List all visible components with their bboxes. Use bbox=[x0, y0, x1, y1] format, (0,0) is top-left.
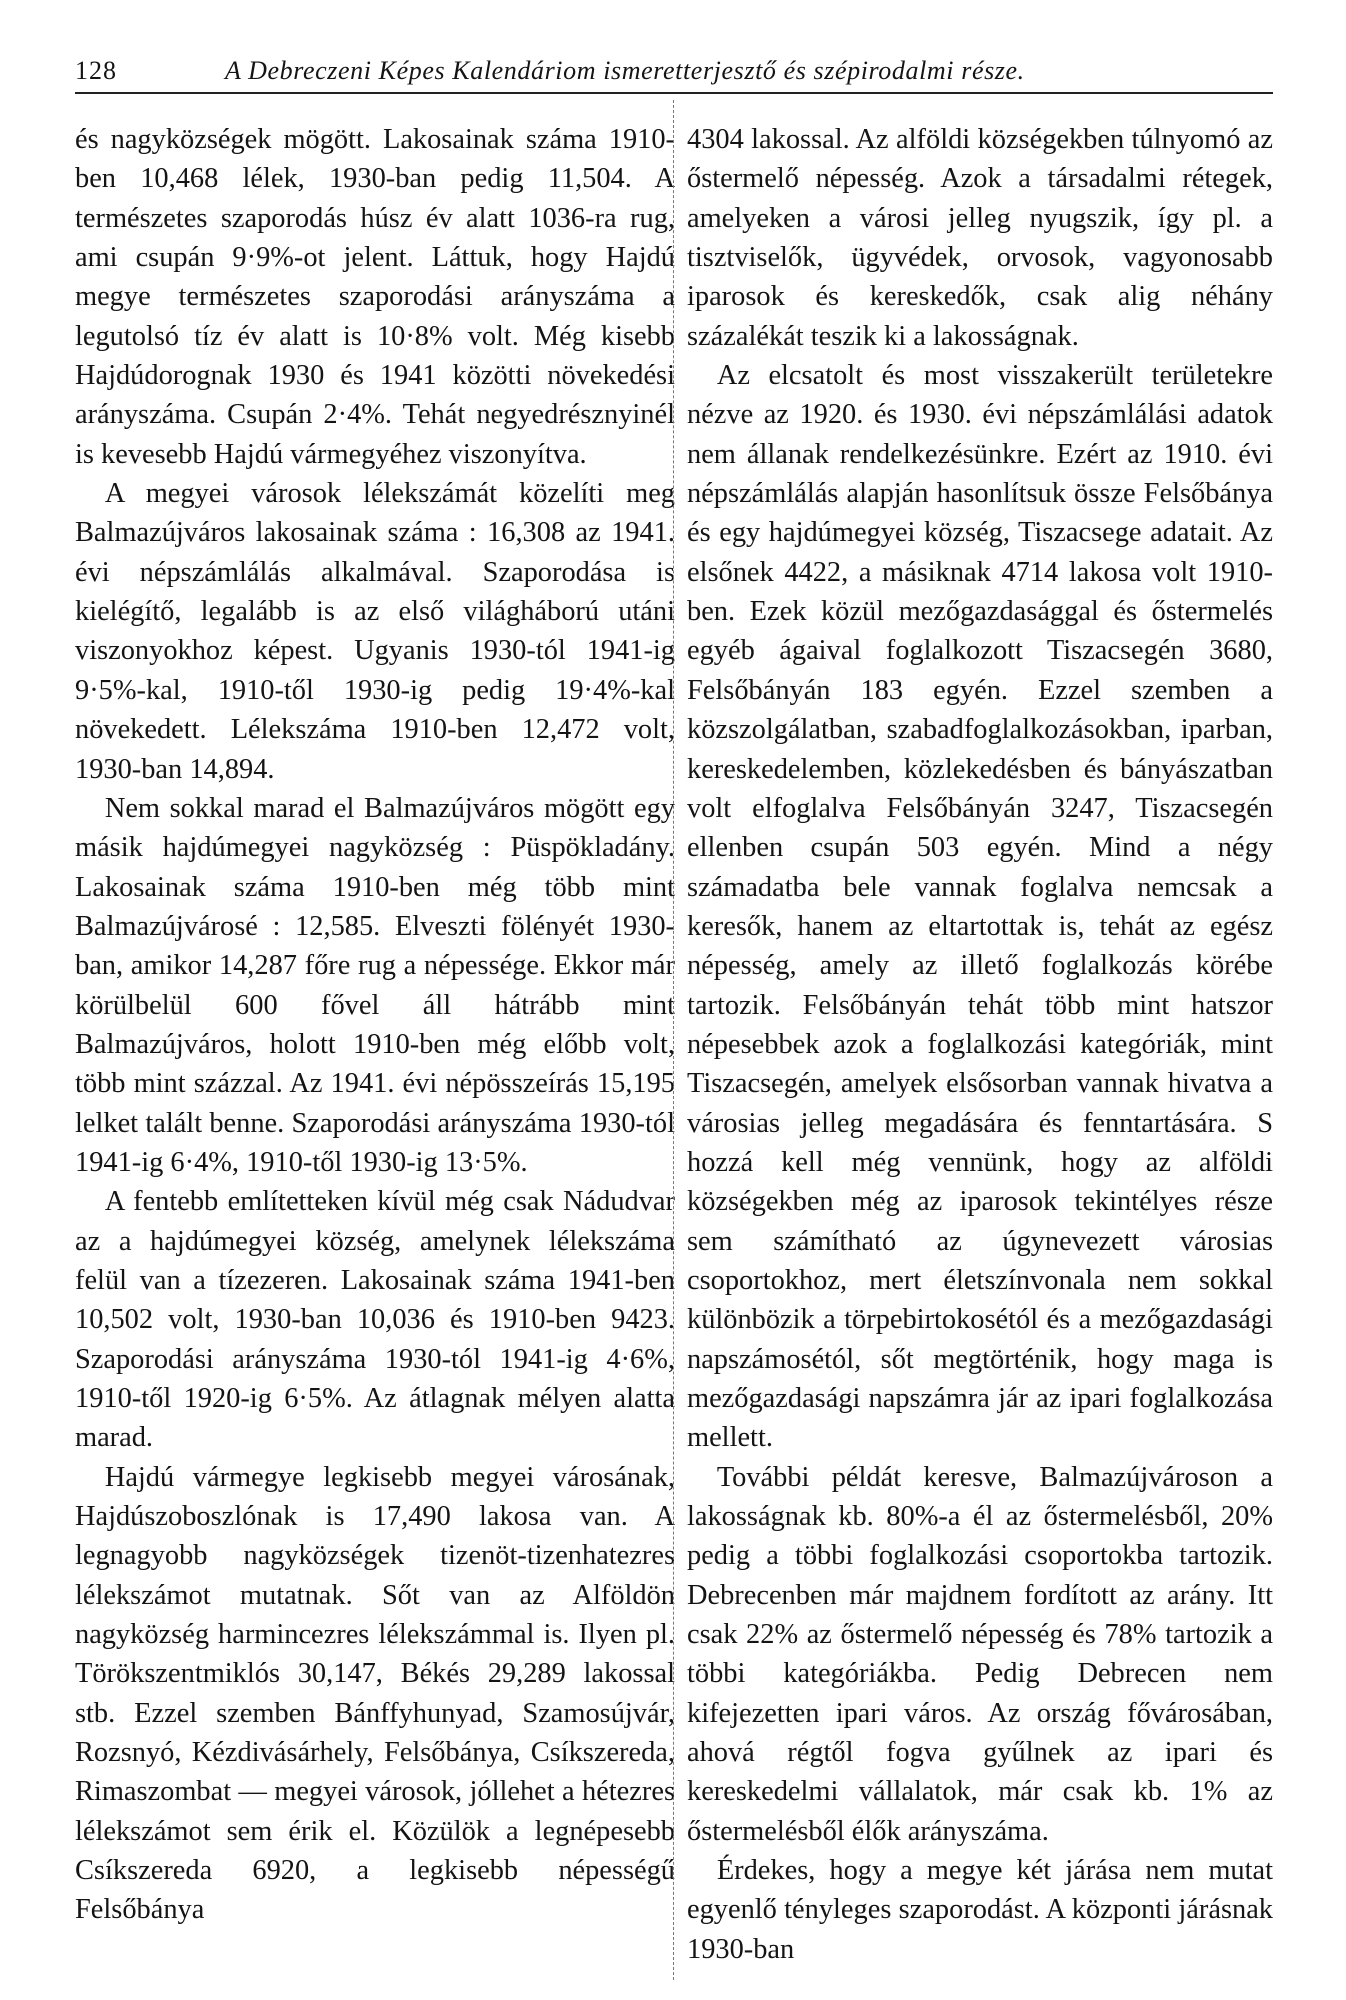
left-column bbox=[75, 120, 675, 1980]
paragraph: Érdekes, hogy a megye két járása nem mutat egyenlő tényleges szaporodást. A központi járásnak 1930-ban bbox=[687, 1855, 1273, 1965]
column-divider bbox=[673, 100, 674, 1980]
page-number: 128 bbox=[75, 56, 117, 85]
paragraph: 4304 lakossal. Az alföldi községekben túlnyomó az őstermelő népesség. Azok a társadalmi rétegek, amelyeken a városi jelleg nyugszik, így pl. a tisztviselők, ügyvédek, orvosok, vagyonosabb iparosok és kereskedők, csak alig néhány százalékát teszik ki a lakosságnak. bbox=[687, 124, 1273, 352]
paragraph: Nem sokkal marad el Balmazújváros mögött egy másik hajdúmegyei nagyközség : Püspökladány. Lakosainak száma 1910-ben még több mint Balmazújvárosé : 12,585. Elveszti fölényét 1930-ban, amikor 14,287 főre rug a népessége. Ekkor már körülbelül 600 fővel áll hátrább mint Balmazújváros, holott 1910-ben még előbb volt, több mint százzal. Az 1941. évi népösszeírás 15,195 lelket talált benne. Szaporodási arányszáma 1930-tól 1941-ig 6·4%, 1910-től 1930-ig 13·5%. bbox=[75, 792, 675, 1178]
paragraph: További példát keresve, Balmazújvároson a lakosságnak kb. 80%-a él az őstermelésből, 20% pedig a többi foglalkozási csoportokba tartozik. Debrecenben már majdnem fordított az arány. Itt csak 22% az őstermelő népesség és 78% tartozik a többi kategóriákba. Pedig Debrecen nem kifejezetten ipari város. Az ország fővárosában, ahová régtől fogva gyűlnek az ipari és kereskedelmi vállalatok, már csak kb. 1% az őstermelésből élők arányszáma. bbox=[687, 1461, 1273, 1847]
paragraph: A fentebb említetteken kívül még csak Nádudvar az a hajdúmegyei község, amelynek lélekszáma felül van a tízezeren. Lakosainak száma 1941-ben 10,502 volt, 1930-ban 10,036 és 1910-ben 9423. Szaporodási arányszáma 1930-tól 1941-ig 4·6%, 1910-től 1920-ig 6·5%. Az átlagnak mélyen alatta marad. bbox=[75, 1186, 675, 1454]
running-title: A Debreczeni Képes Kalendáriom ismeretterjesztő és szépirodalmi része. bbox=[225, 56, 1025, 85]
paragraph: Az elcsatolt és most visszakerült területekre nézve az 1920. és 1930. évi népszámlálási adatok nem állanak rendelkezésünkre. Ezért az 1910. évi népszámlálás alapján hasonlítsuk össze Felsőbánya és egy hajdúmegyei község, Tiszacsege adatait. Az elsőnek 4422, a másiknak 4714 lakosa volt 1910-ben. Ezek közül mezőgazdasággal és őstermelés egyéb ágaival foglalkozott Tiszacsegén 3680, Felsőbányán 183 egyén. Ezzel szemben a közszolgálatban, szabadfoglalkozásokban, iparban, kereskedelemben, közlekedésben és bányászatban volt elfoglalva Felsőbányán 3247, Tiszacsegén ellenben csupán 503 egyén. Mind a négy számadatba bele vannak foglalva nemcsak a keresők, hanem az eltartottak is, tehát az egész népesség, amely az illető foglalkozás körébe tartozik. Felsőbányán tehát több mint hatszor népesebbek azok a foglalkozási kategóriák, mint Tiszacsegén, amelyek elsősorban vannak hivatva a városias jelleg megadására és fenntartására. S hozzá kell még vennünk, hogy az alföldi községekben még az iparosok tekintélyes része sem számítható az úgynevezett városias csoportokhoz, mert életszínvonala nem sokkal különbözik a törpebirtokosétól és a mezőgazdasági napszámosétól, sőt megtörténik, hogy maga is mezőgazdasági napszámra jár az ipari foglalkozása mellett. bbox=[687, 360, 1273, 1454]
paragraph: és nagyközségek mögött. Lakosainak száma 1910-ben 10,468 lélek, 1930-ban pedig 11,504. A természetes szaporodás húsz év alatt 1036-ra rug, ami csupán 9·9%-ot jelent. Láttuk, hogy Hajdú megye természetes szaporodási arányszáma a legutolsó tíz év alatt is 10·8% volt. Még kisebb Hajdúdorognak 1930 és 1941 közötti növekedési arányszáma. Csupán 2·4%. Tehát negyedrésznyinél is kevesebb Hajdú vármegyéhez viszonyítva. bbox=[75, 124, 675, 470]
paragraph: Hajdú vármegye legkisebb megyei városának, Hajdúszoboszlónak is 17,490 lakosa van. A legnagyobb nagyközségek tizenöt-tizenhatezres lélekszámot mutatnak. Sőt van az Alföldön nagyközség harmincezres lélekszámmal is. Ilyen pl. Törökszentmiklós 30,147, Békés 29,289 lakossal stb. Ezzel szemben Bánffyhunyad, Szamosújvár, Rozsnyó, Kézdivásárhely, Felsőbánya, Csíkszereda, Rimaszombat — megyei városok, jóllehet a hétezres lélekszámot sem érik el. Közülök a legnépesebb Csíkszereda 6920, a legkisebb népességű Felsőbánya bbox=[75, 1461, 675, 1926]
right-column bbox=[687, 120, 1273, 1980]
header-rule bbox=[75, 92, 1273, 94]
paragraph: A megyei városok lélekszámát közelíti meg Balmazújváros lakosainak száma : 16,308 az 1941. évi népszámlálás alkalmával. Szaporodása is kielégítő, legalább is az első világháború utáni viszonyokhoz képest. Ugyanis 1930-tól 1941-ig 9·5%-kal, 1910-től 1930-ig pedig 19·4%-kal növekedett. Lélekszáma 1910-ben 12,472 volt, 1930-ban 14,894. bbox=[75, 478, 675, 785]
